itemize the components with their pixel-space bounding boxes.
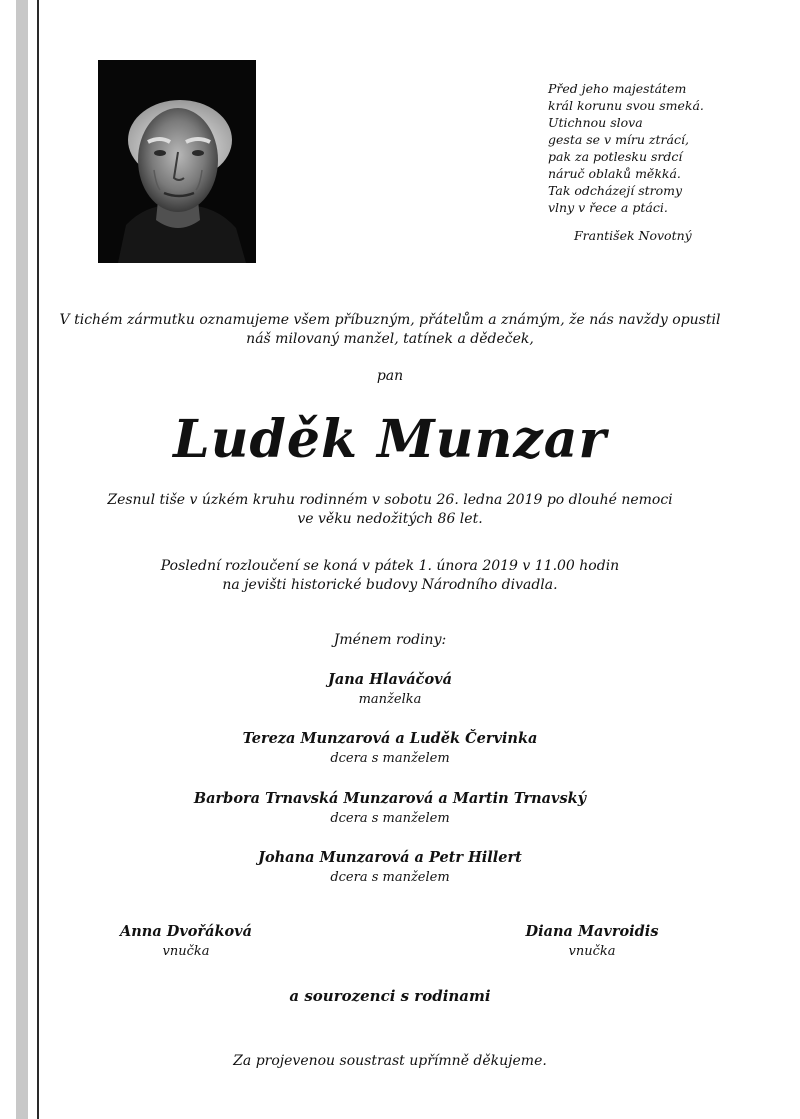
family-member <box>40 670 740 710</box>
farewell-notice <box>40 557 740 595</box>
poem <box>548 80 748 244</box>
member-name: Barbora Trnavská Munzarová a Martin Trnavský <box>193 790 587 807</box>
family-member <box>40 729 740 769</box>
member-name: Jana Hlaváčová <box>328 671 452 688</box>
member-role: dcera s manželem <box>330 870 450 885</box>
siblings-line: a sourozenci s rodinami <box>289 987 491 1005</box>
member-role: manželka <box>358 692 422 707</box>
intro-line-2: náš milovaný manžel, tatínek a dědeček, <box>246 331 534 347</box>
poem-author: František Novotný <box>574 228 692 243</box>
grandchild-name: Diana Mavroidis <box>525 923 659 940</box>
farewell-line-2: na jevišti historické budovy Národního divadla. <box>222 577 558 593</box>
family-label: Jménem rodiny: <box>333 632 447 648</box>
poem-line: Utichnou slova <box>548 115 643 130</box>
grandchild-role: vnučka <box>568 944 616 959</box>
poem-line: náruč oblaků měkká. <box>548 166 681 181</box>
poem-line: Tak odcházejí stromy <box>548 183 683 198</box>
member-name: Tereza Munzarová a Luděk Červinka <box>242 730 538 747</box>
left-border-line <box>37 0 39 1119</box>
death-line-1: Zesnul tiše v úzkém kruhu rodinném v sobotu 26. ledna 2019 po dlouhé nemoci <box>107 492 673 508</box>
grandchild <box>76 922 296 962</box>
deceased-name: Luděk Munzar <box>173 409 607 470</box>
death-line-2: ve věku nedožitých 86 let. <box>297 511 483 527</box>
member-name: Johana Munzarová a Petr Hillert <box>258 849 522 866</box>
grandchild <box>482 922 702 962</box>
family-member <box>40 789 740 829</box>
death-notice <box>40 491 740 529</box>
poem-line: pak za potlesku srdcí <box>548 149 683 164</box>
announcement-intro <box>40 311 740 349</box>
member-role: dcera s manželem <box>330 751 450 766</box>
member-role: dcera s manželem <box>330 811 450 826</box>
poem-line: Před jeho majestátem <box>548 81 687 96</box>
poem-line: gesta se v míru ztrácí, <box>548 132 689 147</box>
poem-line: král korunu svou smeká. <box>548 98 704 113</box>
poem-line: vlny v řece a ptáci. <box>548 200 668 215</box>
grandchild-role: vnučka <box>162 944 210 959</box>
thanks-line: Za projevenou soustrast upřímně děkujeme. <box>233 1053 547 1069</box>
left-border-bar <box>16 0 28 1119</box>
portrait-photo <box>98 60 256 263</box>
honorific: pan <box>376 368 404 384</box>
grandchild-name: Anna Dvořáková <box>119 923 253 940</box>
family-member <box>40 848 740 888</box>
intro-line-1: V tichém zármutku oznamujeme všem příbuzným, přátelům a známým, že nás navždy opustil <box>59 312 721 328</box>
farewell-line-1: Poslední rozloučení se koná v pátek 1. února 2019 v 11.00 hodin <box>160 558 620 574</box>
